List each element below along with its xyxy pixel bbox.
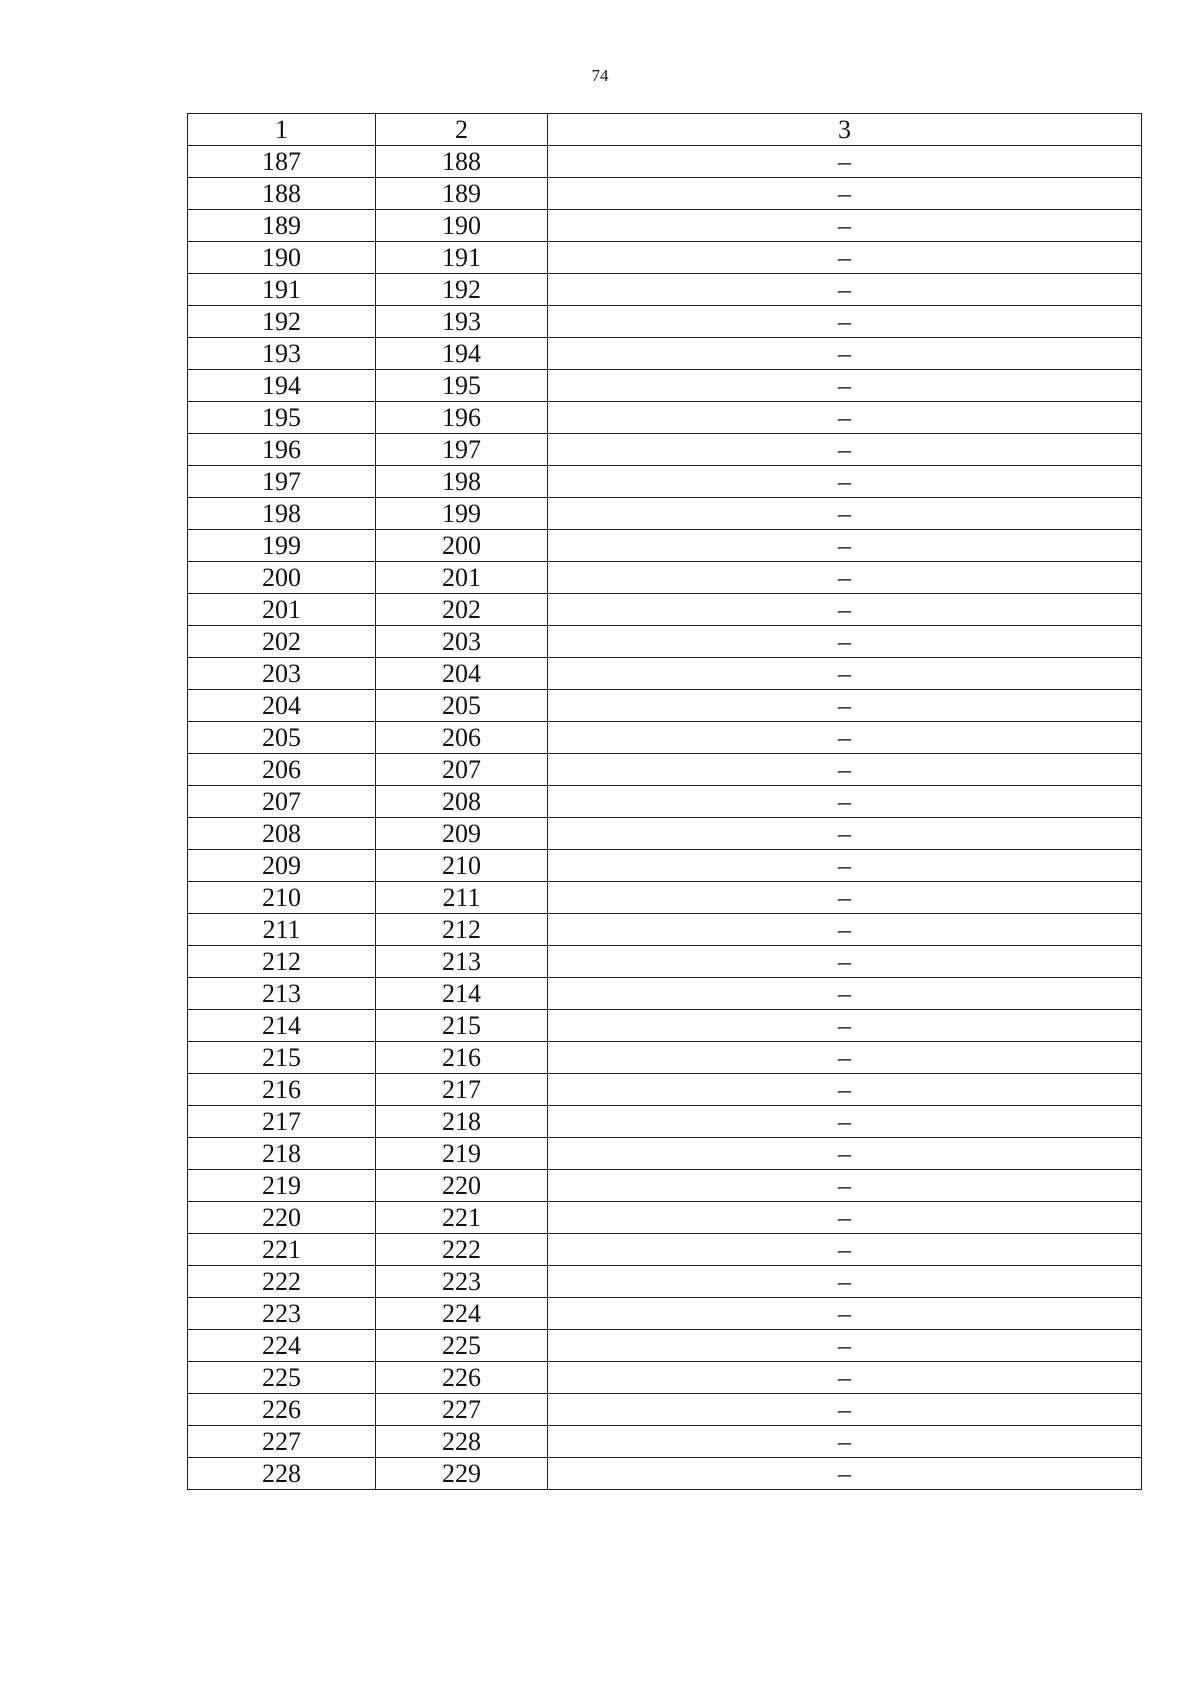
table-cell-col-2: 200	[376, 530, 548, 562]
table-cell-col-1: 220	[188, 1202, 376, 1234]
table-cell-col-1: 207	[188, 786, 376, 818]
table-cell-col-1: 218	[188, 1138, 376, 1170]
table-cell-col-2: 190	[376, 210, 548, 242]
table-row	[188, 786, 1142, 818]
table-cell-col-3: –	[548, 1458, 1142, 1490]
table-cell-col-1: 222	[188, 1266, 376, 1298]
table-cell-col-2: 221	[376, 1202, 548, 1234]
table-cell-col-1: 194	[188, 370, 376, 402]
table-cell-col-2: 214	[376, 978, 548, 1010]
table-row	[188, 1042, 1142, 1074]
table-cell-col-3: –	[548, 786, 1142, 818]
table-cell-col-3: –	[548, 178, 1142, 210]
table-cell-col-3: –	[548, 1394, 1142, 1426]
table-cell-col-3: –	[548, 242, 1142, 274]
table-row	[188, 978, 1142, 1010]
table-cell-col-2: 208	[376, 786, 548, 818]
table-cell-col-3: –	[548, 306, 1142, 338]
table-cell-col-1: 212	[188, 946, 376, 978]
table-cell-col-3: –	[548, 1138, 1142, 1170]
table-cell-col-1: 193	[188, 338, 376, 370]
table-cell-col-1: 216	[188, 1074, 376, 1106]
table-row	[188, 626, 1142, 658]
table-cell-col-3: –	[548, 338, 1142, 370]
table-row	[188, 1170, 1142, 1202]
table-cell-col-2: 216	[376, 1042, 548, 1074]
table-cell-col-2: 203	[376, 626, 548, 658]
table-row	[188, 914, 1142, 946]
table-cell-col-3: –	[548, 946, 1142, 978]
table-cell-col-1: 221	[188, 1234, 376, 1266]
table-row	[188, 1074, 1142, 1106]
table-cell-col-2: 206	[376, 722, 548, 754]
table-cell-col-1: 192	[188, 306, 376, 338]
table-cell-col-3: –	[548, 146, 1142, 178]
table-row	[188, 274, 1142, 306]
table-cell-col-2: 198	[376, 466, 548, 498]
table-cell-col-1: 225	[188, 1362, 376, 1394]
table-cell-col-3: –	[548, 562, 1142, 594]
table-cell-col-1: 198	[188, 498, 376, 530]
table-cell-col-2: 192	[376, 274, 548, 306]
table-row	[188, 1234, 1142, 1266]
table-cell-col-3: –	[548, 1074, 1142, 1106]
table-cell-col-1: 205	[188, 722, 376, 754]
page-number: 74	[591, 66, 609, 85]
table-row	[188, 1394, 1142, 1426]
table-cell-col-3: –	[548, 1234, 1142, 1266]
table-row	[188, 882, 1142, 914]
table-cell-col-2: 201	[376, 562, 548, 594]
table-row	[188, 658, 1142, 690]
table-cell-col-3: –	[548, 626, 1142, 658]
table-cell-col-2: 197	[376, 434, 548, 466]
table-cell-col-1: 203	[188, 658, 376, 690]
table-cell-col-3: –	[548, 1042, 1142, 1074]
table-cell-col-3: –	[548, 1266, 1142, 1298]
table-row	[188, 498, 1142, 530]
table-cell-col-3: –	[548, 1010, 1142, 1042]
column-header-2: 2	[376, 114, 548, 146]
table-row	[188, 818, 1142, 850]
table-cell-col-1: 211	[188, 914, 376, 946]
table-cell-col-2: 194	[376, 338, 548, 370]
table-cell-col-2: 205	[376, 690, 548, 722]
table-row	[188, 1106, 1142, 1138]
table-row	[188, 1202, 1142, 1234]
table-cell-col-3: –	[548, 434, 1142, 466]
table-cell-col-3: –	[548, 754, 1142, 786]
table-row	[188, 242, 1142, 274]
table-cell-col-3: –	[548, 1202, 1142, 1234]
table-cell-col-2: 204	[376, 658, 548, 690]
table-cell-col-1: 199	[188, 530, 376, 562]
table-cell-col-2: 223	[376, 1266, 548, 1298]
table-cell-col-2: 227	[376, 1394, 548, 1426]
table-cell-col-3: –	[548, 274, 1142, 306]
table-row	[188, 850, 1142, 882]
table-cell-col-2: 213	[376, 946, 548, 978]
table-row	[188, 1458, 1142, 1490]
table-cell-col-2: 210	[376, 850, 548, 882]
table-cell-col-3: –	[548, 722, 1142, 754]
table-cell-col-2: 225	[376, 1330, 548, 1362]
table-row	[188, 466, 1142, 498]
table-row	[188, 434, 1142, 466]
table-cell-col-1: 215	[188, 1042, 376, 1074]
table-cell-col-2: 212	[376, 914, 548, 946]
column-header-3: 3	[548, 114, 1142, 146]
table-cell-col-1: 210	[188, 882, 376, 914]
table-cell-col-1: 206	[188, 754, 376, 786]
table-cell-col-3: –	[548, 594, 1142, 626]
table-cell-col-2: 219	[376, 1138, 548, 1170]
table-cell-col-1: 200	[188, 562, 376, 594]
table-cell-col-2: 220	[376, 1170, 548, 1202]
table-cell-col-1: 208	[188, 818, 376, 850]
table-cell-col-3: –	[548, 818, 1142, 850]
table-cell-col-1: 209	[188, 850, 376, 882]
table-cell-col-3: –	[548, 1426, 1142, 1458]
table-cell-col-2: 196	[376, 402, 548, 434]
table-cell-col-3: –	[548, 1170, 1142, 1202]
table-cell-col-3: –	[548, 1298, 1142, 1330]
table-row	[188, 530, 1142, 562]
table-cell-col-2: 226	[376, 1362, 548, 1394]
table-row	[188, 722, 1142, 754]
table-cell-col-1: 202	[188, 626, 376, 658]
table-cell-col-1: 213	[188, 978, 376, 1010]
table-cell-col-1: 214	[188, 1010, 376, 1042]
table-cell-col-1: 189	[188, 210, 376, 242]
table-row	[188, 402, 1142, 434]
table-row	[188, 370, 1142, 402]
table-cell-col-2: 199	[376, 498, 548, 530]
table-cell-col-3: –	[548, 914, 1142, 946]
table-cell-col-3: –	[548, 370, 1142, 402]
table-cell-col-1: 191	[188, 274, 376, 306]
table-cell-col-2: 224	[376, 1298, 548, 1330]
table-cell-col-2: 228	[376, 1426, 548, 1458]
table-cell-col-3: –	[548, 658, 1142, 690]
table-cell-col-1: 195	[188, 402, 376, 434]
table-cell-col-1: 196	[188, 434, 376, 466]
table-row	[188, 1298, 1142, 1330]
table-row	[188, 178, 1142, 210]
table-cell-col-3: –	[548, 402, 1142, 434]
table-cell-col-1: 228	[188, 1458, 376, 1490]
table-row	[188, 946, 1142, 978]
table-cell-col-2: 202	[376, 594, 548, 626]
table-cell-col-3: –	[548, 1362, 1142, 1394]
table-cell-col-1: 187	[188, 146, 376, 178]
table-cell-col-1: 223	[188, 1298, 376, 1330]
table-row	[188, 306, 1142, 338]
table-cell-col-2: 207	[376, 754, 548, 786]
table-cell-col-1: 219	[188, 1170, 376, 1202]
table-cell-col-3: –	[548, 530, 1142, 562]
table-cell-col-1: 190	[188, 242, 376, 274]
table-cell-col-2: 229	[376, 1458, 548, 1490]
table-cell-col-2: 211	[376, 882, 548, 914]
table-header	[188, 114, 1142, 146]
table-cell-col-3: –	[548, 498, 1142, 530]
table-row	[188, 1426, 1142, 1458]
table-row	[188, 1362, 1142, 1394]
table-cell-col-3: –	[548, 1330, 1142, 1362]
column-header-1: 1	[188, 114, 376, 146]
table-row	[188, 1138, 1142, 1170]
data-table	[187, 113, 1142, 1490]
table-cell-col-1: 226	[188, 1394, 376, 1426]
table-cell-col-3: –	[548, 850, 1142, 882]
table-row	[188, 1010, 1142, 1042]
table-cell-col-2: 209	[376, 818, 548, 850]
header-row	[188, 114, 1142, 146]
table-cell-col-3: –	[548, 690, 1142, 722]
table-cell-col-2: 217	[376, 1074, 548, 1106]
table-cell-col-3: –	[548, 210, 1142, 242]
table-cell-col-1: 227	[188, 1426, 376, 1458]
table-row	[188, 210, 1142, 242]
table-row	[188, 690, 1142, 722]
table-cell-col-2: 188	[376, 146, 548, 178]
table-cell-col-2: 222	[376, 1234, 548, 1266]
table-row	[188, 1330, 1142, 1362]
table-cell-col-3: –	[548, 882, 1142, 914]
table-cell-col-1: 224	[188, 1330, 376, 1362]
table-row	[188, 1266, 1142, 1298]
table-cell-col-2: 189	[376, 178, 548, 210]
table-cell-col-1: 188	[188, 178, 376, 210]
table-body	[188, 146, 1142, 1490]
table-cell-col-2: 191	[376, 242, 548, 274]
table-row	[188, 338, 1142, 370]
table-row	[188, 562, 1142, 594]
table-cell-col-3: –	[548, 466, 1142, 498]
table-cell-col-2: 215	[376, 1010, 548, 1042]
table-row	[188, 146, 1142, 178]
table-cell-col-2: 193	[376, 306, 548, 338]
table-row	[188, 594, 1142, 626]
table-cell-col-2: 195	[376, 370, 548, 402]
table-cell-col-2: 218	[376, 1106, 548, 1138]
table-cell-col-3: –	[548, 978, 1142, 1010]
table-cell-col-1: 217	[188, 1106, 376, 1138]
table-cell-col-1: 197	[188, 466, 376, 498]
table-cell-col-1: 201	[188, 594, 376, 626]
table-cell-col-1: 204	[188, 690, 376, 722]
table-row	[188, 754, 1142, 786]
table-cell-col-3: –	[548, 1106, 1142, 1138]
